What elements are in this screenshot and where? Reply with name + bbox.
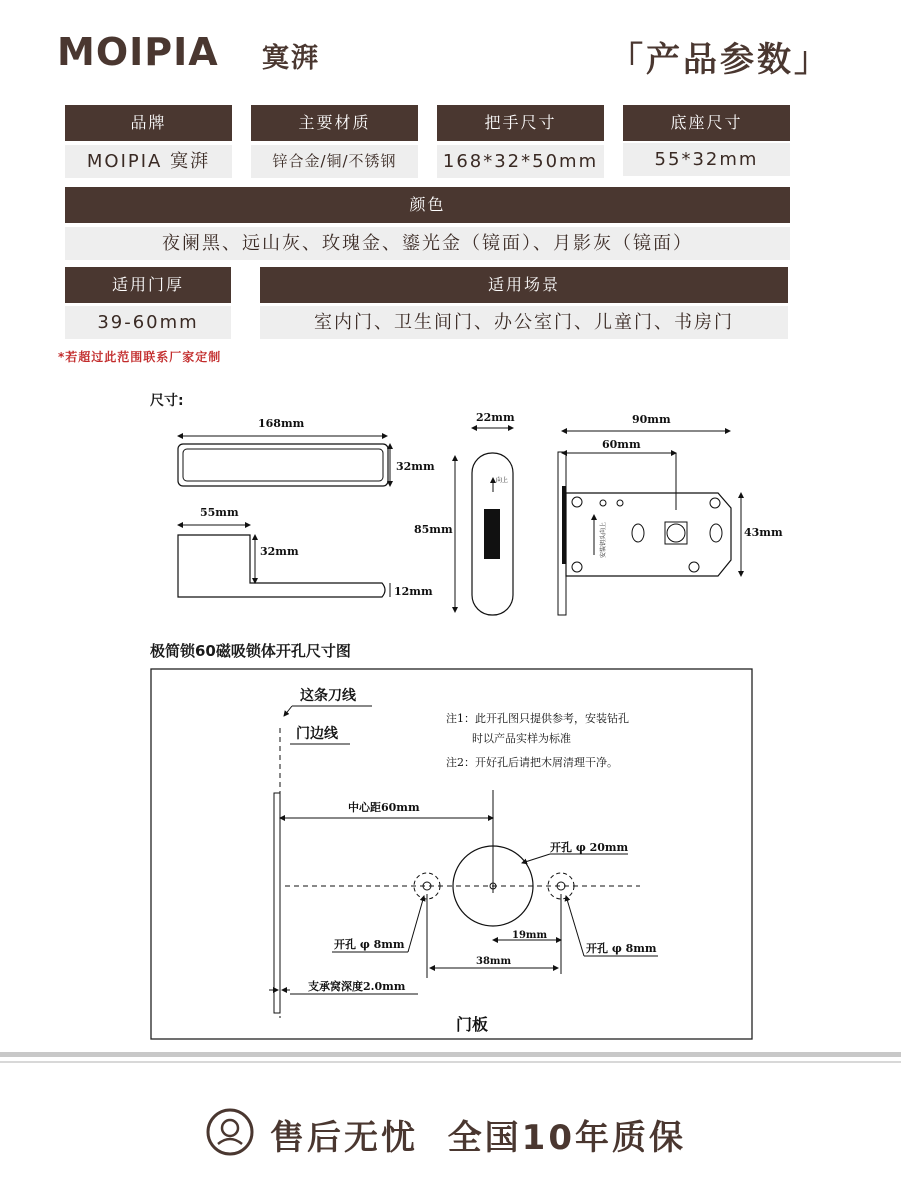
base-width-label: 55mm [200, 506, 239, 519]
big-hole-label: 开孔 φ 20mm [550, 841, 629, 854]
backset-label: 60mm [602, 438, 641, 451]
left-hole-label: 开孔 φ 8mm [334, 938, 405, 951]
footer-divider-thin [0, 1061, 901, 1063]
material-label: 主要材质 [251, 105, 418, 141]
depth-label: 支承窝深度2.0mm [308, 980, 406, 993]
rose-arrow-label: 向上 [496, 477, 509, 484]
custom-note: *若超过此范围联系厂家定制 [58, 350, 222, 364]
handle-size-value: 168*32*50mm [437, 145, 604, 178]
note1-a: 注1：此开孔图只提供参考，安装钻孔 [446, 712, 629, 725]
dimensions-title: 尺寸: [150, 393, 184, 409]
drill-diagram [150, 668, 754, 1042]
brand-label: 品牌 [65, 105, 232, 141]
brand-cn-name: 寞湃 [262, 43, 320, 74]
brand-logo: MOIPIA [57, 30, 219, 74]
lock-body-view [558, 413, 783, 615]
base-size-value: 55*32mm [623, 143, 790, 176]
footer-divider [0, 1052, 901, 1057]
handle-length-label: 168mm [258, 417, 305, 430]
edge-line-label: 门边线 [296, 726, 338, 742]
note1-b: 时以产品实样为标准 [472, 732, 571, 745]
color-value: 夜阑黑、远山灰、玫瑰金、鎏光金（镜面）、月影灰（镜面） [65, 227, 790, 260]
depth-indicator [269, 979, 418, 994]
color-label: 颜色 [65, 187, 790, 223]
scene-value: 室内门、卫生间门、办公室门、儿童门、书房门 [260, 306, 788, 339]
drill-diagram-title: 极简锁60磁吸锁体开孔尺寸图 [150, 642, 351, 660]
drill-notes [446, 711, 629, 769]
lock-height-label: 43mm [744, 526, 783, 539]
edge-lines [274, 687, 372, 1018]
rose-width-label: 22mm [476, 411, 515, 424]
customer-service-icon [205, 1107, 255, 1157]
right-hole-label: 开孔 φ 8mm [586, 942, 657, 955]
handle-size-label: 把手尺寸 [437, 105, 604, 141]
door-panel-label: 门板 [456, 1015, 489, 1034]
page-title: 「产品参数」 [609, 40, 831, 80]
handle-height-label: 32mm [396, 460, 435, 473]
dimension-drawing [0, 400, 901, 630]
footer-slogan: 售后无忧 全国10年质保 [270, 1118, 686, 1158]
knife-line-label: 这条刀线 [300, 688, 356, 704]
spacing-38-label: 38mm [476, 956, 512, 967]
lock-install-label: 安装钥头向上 [600, 521, 607, 558]
material-value: 锌合金/铜/不锈钢 [251, 145, 418, 178]
lock-length-label: 90mm [632, 413, 671, 426]
door-thickness-value: 39-60mm [65, 306, 231, 339]
brand-value: MOIPIA 寞湃 [65, 145, 232, 178]
lever-height-label: 32mm [260, 545, 299, 558]
radius-19-label: 19mm [512, 930, 548, 941]
door-thickness-label: 适用门厚 [65, 267, 231, 303]
handle-top-view [178, 417, 435, 486]
holes [280, 790, 658, 978]
base-size-label: 底座尺寸 [623, 105, 790, 141]
rose-height-label: 85mm [414, 523, 453, 536]
note2: 注2：开好孔后请把木屑清理干净。 [446, 756, 618, 769]
scene-label: 适用场景 [260, 267, 788, 303]
center-distance-label: 中心距60mm [348, 801, 420, 814]
lever-side-view [178, 506, 433, 598]
lever-thickness-label: 12mm [394, 585, 433, 598]
